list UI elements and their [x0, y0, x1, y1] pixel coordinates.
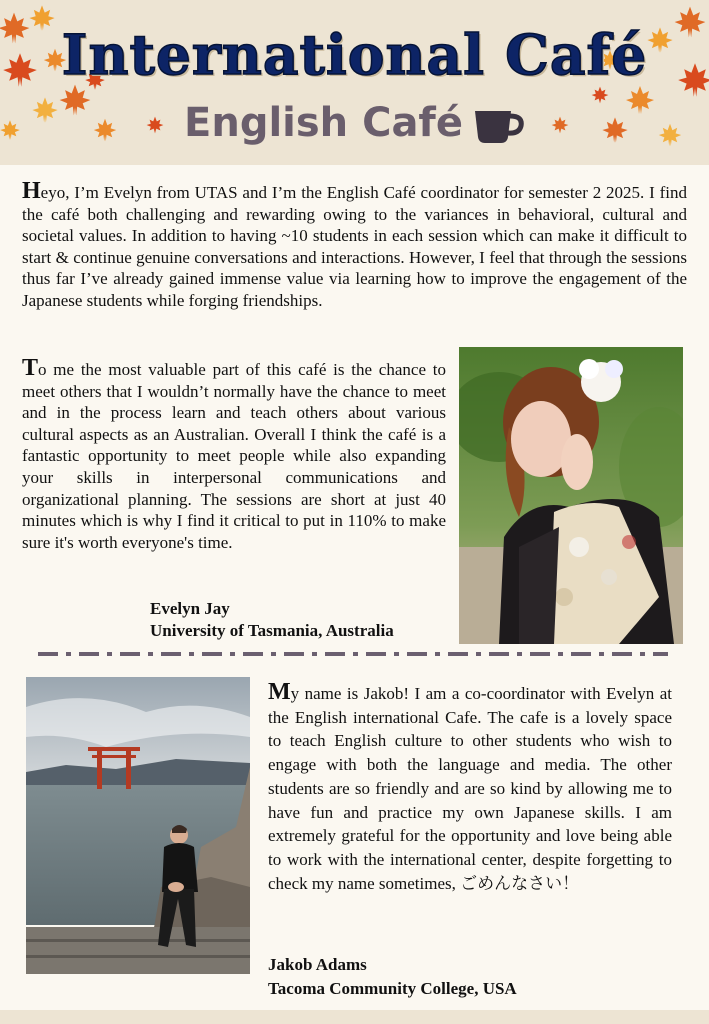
- evelyn-body-dropcap: T: [22, 355, 39, 381]
- jakob-body-paragraph: [268, 680, 672, 895]
- page-subtitle: [0, 100, 709, 146]
- jakob-affiliation: Tacoma Community College, USA: [268, 979, 517, 998]
- bottom-band: [0, 1010, 709, 1024]
- jakob-body-text: y name is Jakob! I am a co-coordinator with Evelyn at the English international Cafe. The cafe is a lovely space to teach English culture to other students who wish to engage with both the language and media. The other students are so friendly and are so kind by allowing me to have fun and practice my own Japanese skills. I am extremely grateful for the opportunity and love being able to work with the international center, despite forgetting to check my name sometimes, ごめんなさい！: [268, 684, 672, 893]
- evelyn-affiliation: University of Tasmania, Australia: [150, 621, 394, 640]
- evelyn-body-paragraph: [22, 356, 446, 553]
- evelyn-intro-dropcap: H: [22, 178, 41, 204]
- evelyn-signature: [150, 598, 394, 642]
- evelyn-name: Evelyn Jay: [150, 599, 230, 618]
- evelyn-intro-text: eyo, I’m Evelyn from UTAS and I’m the English Café coordinator for semester 2 2025. I find the café both challenging and rewarding owing to the variances in behavioral, cultural and societal values. In addition to having ~10 students in each session which can make it difficult to start & continue genuine conversations and interactions. However, I feel that through the sessions thus far I’ve already gained immense value via learning how to improve the engagement of the Japanese students while forging friendships.: [22, 183, 687, 310]
- evelyn-photo: [459, 347, 683, 644]
- content-area: [0, 165, 709, 1020]
- coffee-cup-icon: [471, 105, 525, 145]
- subtitle-text: English Café: [184, 100, 463, 146]
- jakob-signature: [268, 953, 517, 1001]
- jakob-photo: [26, 677, 250, 974]
- page-title: International Café: [61, 22, 648, 87]
- jakob-name: Jakob Adams: [268, 955, 367, 974]
- header-banner: [0, 0, 709, 165]
- jakob-body-dropcap: M: [268, 679, 291, 705]
- evelyn-intro-paragraph: [22, 179, 687, 312]
- section-divider: [38, 652, 668, 656]
- evelyn-body-text: o me the most valuable part of this café is the chance to meet others that I wouldn’t normally have the chance to meet and in the process learn and teach others about various cultural aspects as an Australian. Overall I think the café is a fantastic opportunity to meet people while also expanding your skills in interpersonal communications and organizational planning. The sessions are short at just 40 minutes which is why I find it critical to put in 110% to make sure it's worth everyone's time.: [22, 360, 446, 552]
